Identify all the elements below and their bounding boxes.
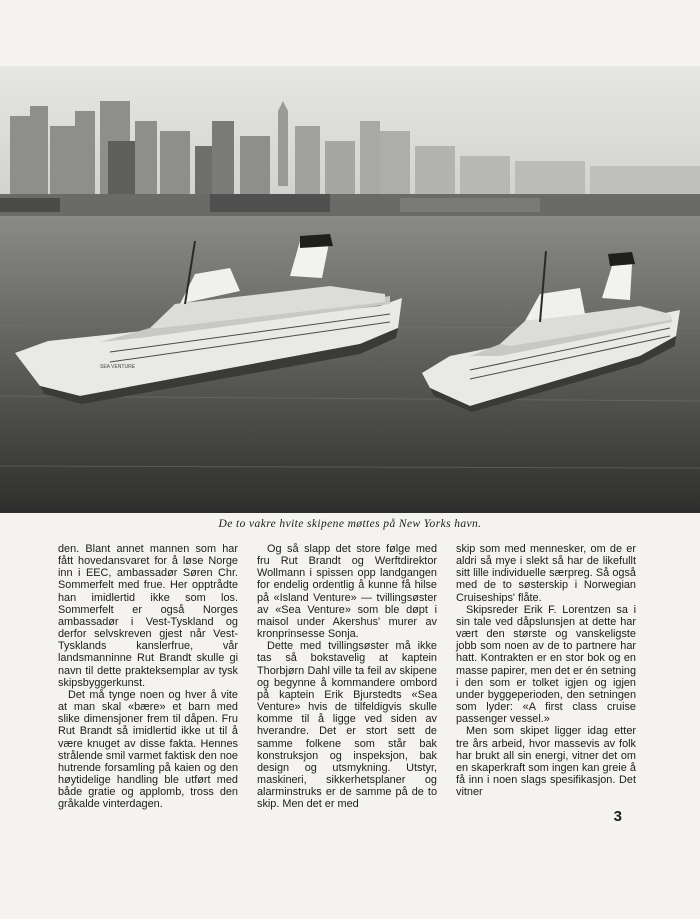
harbor-photo [0, 66, 700, 513]
page-number: 3 [613, 808, 622, 825]
photo-caption: De to vakre hvite skipene møttes på New Yorks havn. [218, 518, 482, 530]
paragraph: Det må tynge noen og hver å vite at man skal «bære» et barn med slike dimensjoner frem til dåpen. Fru Rut Brandt så imidlertid ikke ut til å være knuget av disse fakta. Hennes strålende smil varmet faktisk den noe hutrende forsamling på kaien og den høytidelige handling ble utført med både gratie og applomb, tross den gråkalde vinterdagen. [58, 688, 238, 811]
paragraph: Og så slapp det store følge med fru Rut Brandt og Werftdirektor Wollmann i spissen opp landgangen for endelig ordentlig å kunne få hilse på «Island Venture» — tvillingsøster av «Sea Venture» som ble døpt i maisol under Akershus' murer av kronprinsesse Sonja. [257, 543, 437, 641]
ship-name-text: SEA VENTURE [100, 364, 136, 370]
paragraph: skip som med mennesker, om de er aldri så mye i slekt så har de likefullt sitt lille individuelle særpreg. Så også med de to søsterskip i Norwegian Cruiseships' flåte. [456, 543, 636, 604]
paragraph: den. Blant annet mannen som har fått hovedansvaret for å løse Norge inn i EEC, ambassadør Søren Chr. Sommerfelt med frue. Her opptrådte han imidlertid ikke som los. Sommerfelt er også Norges ambassadør i Vest-Tyskland og derfor selvskreven gjest når Vest-Tysklands kanslerfrue, vår landsmanninne Rut Brandt skulle gi navn til dette prakteksemplar av tysk skipsbyggerkunst. [58, 543, 238, 689]
column-1 [58, 543, 238, 810]
column-2 [257, 543, 437, 810]
paragraph: Dette med tvillingsøster må ikke tas så bokstavelig at kaptein Thorbjørn Dahl ville ta feil av skipene og begynne å kommandere ombord på kaptein Erik Bjurstedts «Sea Venture» hvis de tilfeldigvis skulle komme til å ligge ved siden av hverandre. Det er stort sett de samme folkene som står bak konstruksjon og inspeksjon, bak design og utsmykning. Utstyr, maskineri, sikkerhetsplaner og alarminstruks er de samme på de to skip. Men det er med [257, 640, 437, 811]
paragraph: Men som skipet ligger idag etter tre års arbeid, hvor massevis av folk har brukt all sin energi, vitner det om en skaperkraft som ingen kan greie å få inn i noen slags spesifikasjon. Det vitner [456, 725, 636, 799]
article-columns [58, 543, 636, 810]
paragraph: Skipsreder Erik F. Lorentzen sa i sin tale ved dåpslunsjen at dette har vært den største og vanskeligste jobb som noen av de to partnere har hatt. Kontrakten er en stor bok og en masse papirer, men det er én setning i den som er tolket igjen og igjen under byggeperioden, den setningen som lyder: «A first class cruise passenger vessel.» [456, 603, 636, 726]
column-3 [456, 543, 636, 810]
